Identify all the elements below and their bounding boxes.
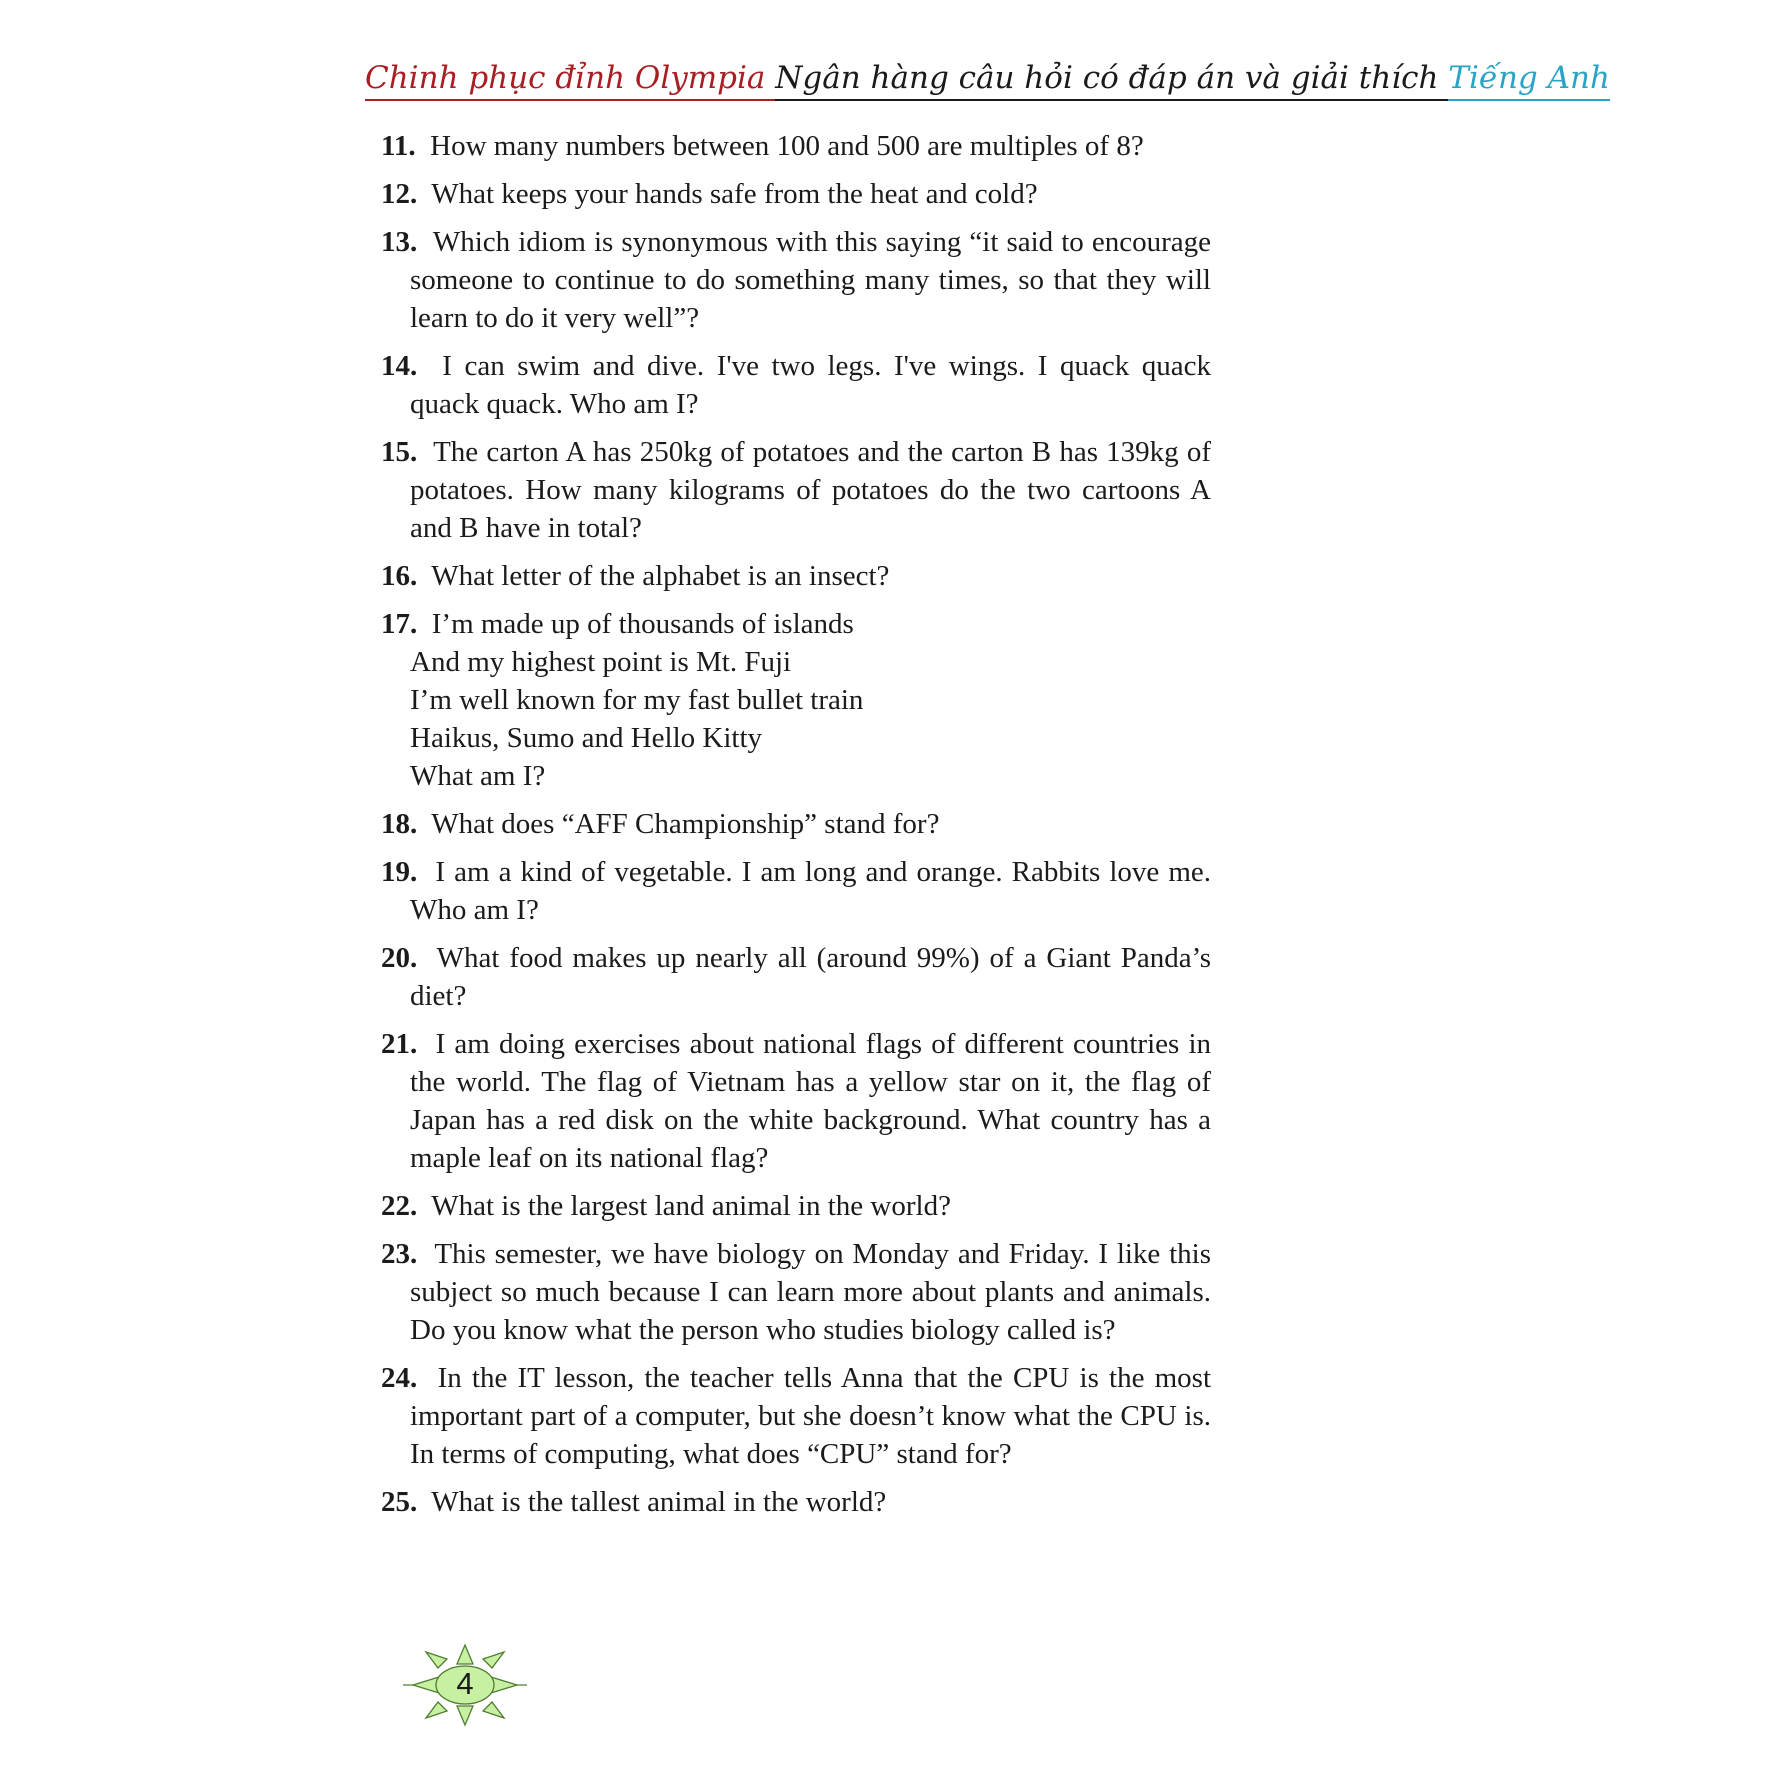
header-title-segment-0: Chinh phục đỉnh Olympia <box>365 60 775 101</box>
question-text: I am a kind of vegetable. I am long and orange. Rabbits love me. Who am I? <box>410 856 1212 926</box>
question-text: Which idiom is synonymous with this saying “it said to encourage someone to continue to do something many times, so that they will learn to do it very well”? <box>410 226 1211 334</box>
question-number: 21. <box>381 1028 418 1060</box>
question-item <box>381 1235 1211 1349</box>
question-list <box>381 127 1211 1531</box>
question-text: This semester, we have biology on Monday and Friday. I like this subject so much because I can learn more about plants and animals. Do you know what the person who studies biology called is? <box>410 1238 1211 1346</box>
header-title-segment-1: Ngân hàng câu hỏi có đáp án và giải thích <box>775 60 1448 101</box>
question-item <box>381 605 1211 795</box>
question-item <box>381 1359 1211 1473</box>
book-header-title <box>365 56 1610 100</box>
question-text: I can swim and dive. I've two legs. I've wings. I quack quack quack quack. Who am I? <box>410 350 1211 420</box>
question-item <box>381 1025 1211 1177</box>
header-title-segment-2: Tiếng Anh <box>1448 60 1610 101</box>
question-number: 19. <box>381 856 418 888</box>
question-number: 11. <box>381 130 416 162</box>
question-number: 12. <box>381 178 418 210</box>
question-text: What does “AFF Championship” stand for? <box>431 808 940 840</box>
question-number: 22. <box>381 1190 418 1222</box>
question-number: 17. <box>381 608 418 640</box>
question-text: I am doing exercises about national flags of different countries in the world. The flag of Vietnam has a yellow star on it, the flag of Japan has a red disk on the white background. What country has a maple leaf on its national flag? <box>410 1028 1212 1174</box>
question-item <box>381 347 1211 423</box>
question-item <box>381 433 1211 547</box>
question-number: 15. <box>381 436 418 468</box>
question-number: 25. <box>381 1486 418 1518</box>
question-text: What is the tallest animal in the world? <box>431 1486 887 1518</box>
question-number: 16. <box>381 560 418 592</box>
question-number: 23. <box>381 1238 418 1270</box>
question-number: 18. <box>381 808 418 840</box>
question-text: In the IT lesson, the teacher tells Anna that the CPU is the most important part of a computer, but she doesn’t know what the CPU is. In terms of computing, what does “CPU” stand for? <box>410 1362 1212 1470</box>
question-item <box>381 939 1211 1015</box>
question-number: 13. <box>381 226 418 258</box>
question-text: What is the largest land animal in the world? <box>431 1190 951 1222</box>
question-text: What keeps your hands safe from the heat and cold? <box>431 178 1038 210</box>
question-item <box>381 127 1211 165</box>
question-text: I’m made up of thousands of islands And my highest point is Mt. Fuji I’m well known for my fast bullet train Haikus, Sumo and Hello Kitty What am I? <box>410 608 864 792</box>
question-item <box>381 1187 1211 1225</box>
question-text: What food makes up nearly all (around 99%) of a Giant Panda’s diet? <box>410 942 1211 1012</box>
question-item <box>381 853 1211 929</box>
question-text: The carton A has 250kg of potatoes and the carton B has 139kg of potatoes. How many kilograms of potatoes do the two cartoons A and B have in total? <box>410 436 1211 544</box>
page-number: 4 <box>456 1666 474 1701</box>
question-item <box>381 223 1211 337</box>
question-item <box>381 1483 1211 1521</box>
question-text: What letter of the alphabet is an insect? <box>431 560 890 592</box>
question-number: 24. <box>381 1362 418 1394</box>
question-text: How many numbers between 100 and 500 are multiples of 8? <box>430 130 1144 162</box>
question-item <box>381 557 1211 595</box>
question-item <box>381 175 1211 213</box>
question-number: 20. <box>381 942 418 974</box>
question-number: 14. <box>381 350 418 382</box>
question-item <box>381 805 1211 843</box>
